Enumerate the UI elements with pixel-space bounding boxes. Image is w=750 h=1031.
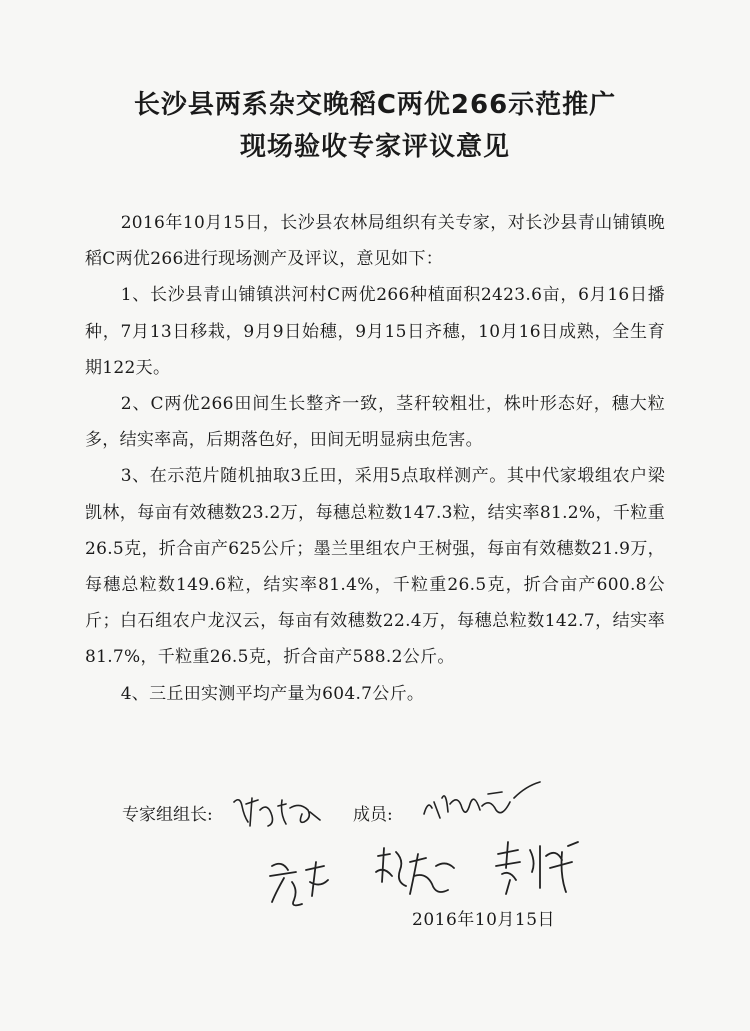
document-title-line-1: 长沙县两系杂交晚稻C两优266示范推广 <box>133 90 617 120</box>
item-3-paragraph: 3、在示范片随机抽取3丘田，采用5点取样测产。其中代家塅组农户梁凯林，每亩有效穗数23.2万，每穗总粒数147.3粒，结实率81.2%，千粒重26.5克，折合亩产625公斤；墨兰里组农户王树强，每亩有效穗数21.9万，每穗总粒数149.6粒，结实率81.4%，千粒重26.5克，折合亩产600.8公斤；白石组农户龙汉云，每亩有效穗数22.4万，每穗总粒数142.7，结实率81.7%，千粒重26.5克，折合亩产588.2公斤。 <box>85 466 665 668</box>
document-title-line-2: 现场验收专家评议意见 <box>239 132 510 162</box>
item-2-paragraph: 2、C两优266田间生长整齐一致，茎秆较粗壮，株叶形态好，穗大粒多，结实率高，后期落色好，田间无明显病虫危害。 <box>85 394 665 451</box>
intro-paragraph: 2016年10月15日，长沙县农林局组织有关专家，对长沙县青山铺镇晚稻C两优266进行现场测产及评议，意见如下： <box>85 213 665 270</box>
member-signature-1 <box>418 778 558 828</box>
item-1-paragraph: 1、长沙县青山铺镇洪河村C两优266种植面积2423.6亩，6月16日播种，7月13日移栽，9月9日始穗，9月15日齐穗，10月16日成熟，全生育期122天。 <box>85 285 665 378</box>
signature-block <box>0 770 750 970</box>
member-signature-2 <box>262 852 342 912</box>
member-signature-4 <box>490 832 590 912</box>
document-body <box>85 205 665 712</box>
item-4-paragraph: 4、三丘田实测平均产量为604.7公斤。 <box>120 683 425 704</box>
member-signature-3 <box>370 842 470 912</box>
leader-signature <box>228 792 328 832</box>
members-label: 成员: <box>353 805 393 825</box>
signing-date: 2016年10月15日 <box>412 910 556 930</box>
leader-label: 专家组组长: <box>122 805 213 825</box>
